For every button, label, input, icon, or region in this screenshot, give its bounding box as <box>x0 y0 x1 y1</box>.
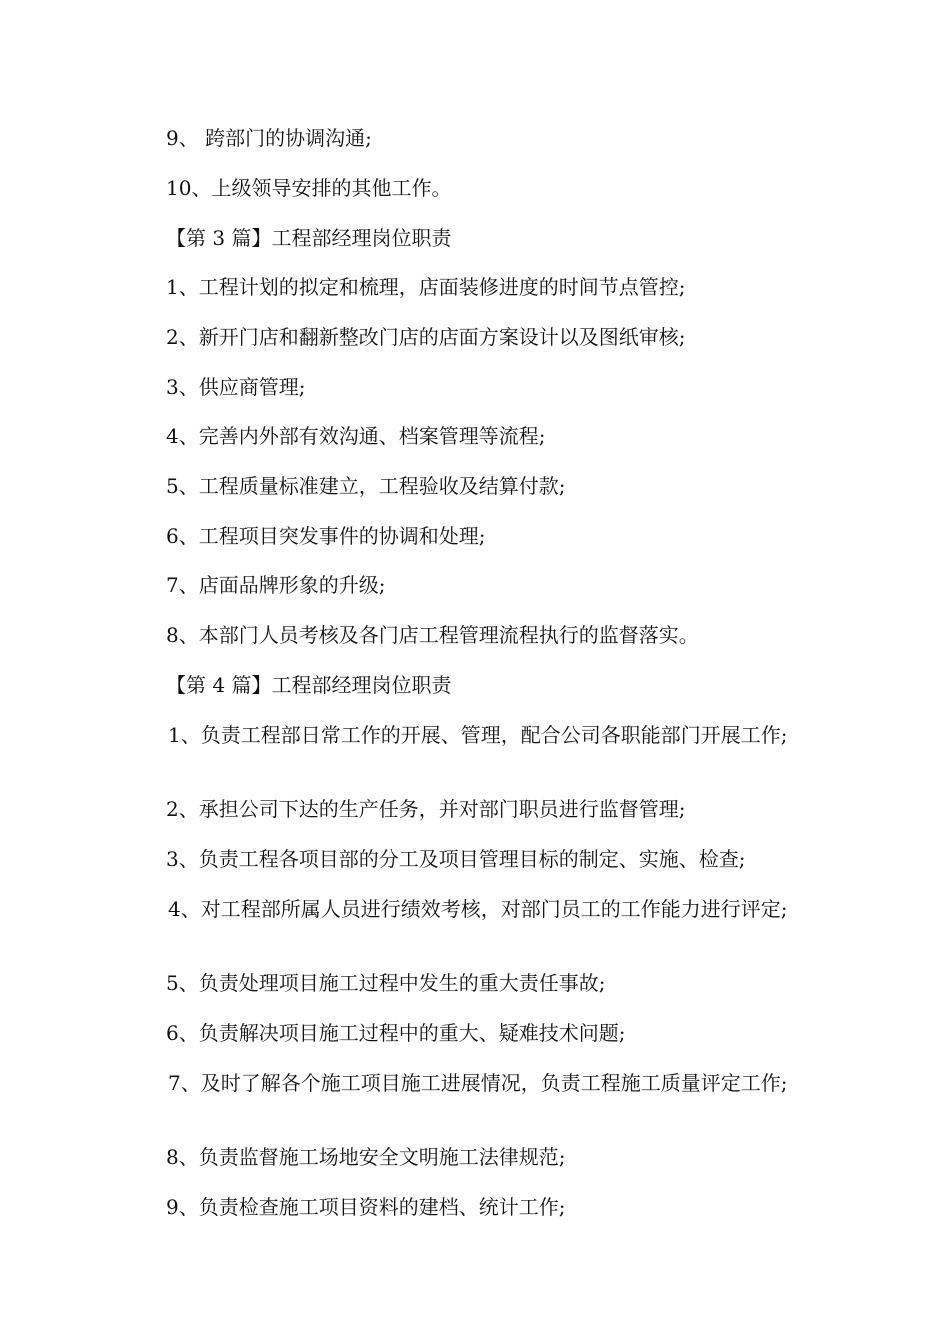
paragraph: 4、对工程部所属人员进行绩效考核，对部门员工的工作能力进行评定; <box>168 897 788 921</box>
paragraph: 1、负责工程部日常工作的开展、管理，配合公司各职能部门开展工作; <box>168 723 788 747</box>
paragraph: 7、及时了解各个施工项目施工进展情况，负责工程施工质量评定工作; <box>168 1071 788 1095</box>
paragraph: 8、负责监督施工场地安全文明施工法律规范; <box>166 1145 566 1169</box>
paragraph: 6、负责解决项目施工过程中的重大、疑难技术问题; <box>166 1021 626 1045</box>
paragraph: 10、上级领导安排的其他工作。 <box>166 176 452 200</box>
paragraph: 5、工程质量标准建立，工程验收及结算付款; <box>166 474 566 498</box>
paragraph: 1、工程计划的拟定和梳理，店面装修进度的时间节点管控; <box>166 275 686 299</box>
paragraph: 2、新开门店和翻新整改门店的店面方案设计以及图纸审核; <box>166 325 686 349</box>
section-heading: 【第 3 篇】工程部经理岗位职责 <box>166 226 452 250</box>
paragraph: 3、供应商管理; <box>166 375 306 399</box>
paragraph: 5、负责处理项目施工过程中发生的重大责任事故; <box>166 971 606 995</box>
paragraph: 3、负责工程各项目部的分工及项目管理目标的制定、实施、检查; <box>166 847 746 871</box>
section-heading: 【第 4 篇】工程部经理岗位职责 <box>166 673 452 697</box>
paragraph: 8、本部门人员考核及各门店工程管理流程执行的监督落实。 <box>166 623 699 647</box>
paragraph: 7、店面品牌形象的升级; <box>166 573 386 597</box>
paragraph: 2、承担公司下达的生产任务，并对部门职员进行监督管理; <box>166 797 686 821</box>
paragraph: 9、负责检查施工项目资料的建档、统计工作; <box>166 1195 566 1219</box>
paragraph: 4、完善内外部有效沟通、档案管理等流程; <box>166 424 546 448</box>
paragraph: 6、工程项目突发事件的协调和处理; <box>166 524 486 548</box>
paragraph: 9、 跨部门的协调沟通; <box>166 126 372 150</box>
